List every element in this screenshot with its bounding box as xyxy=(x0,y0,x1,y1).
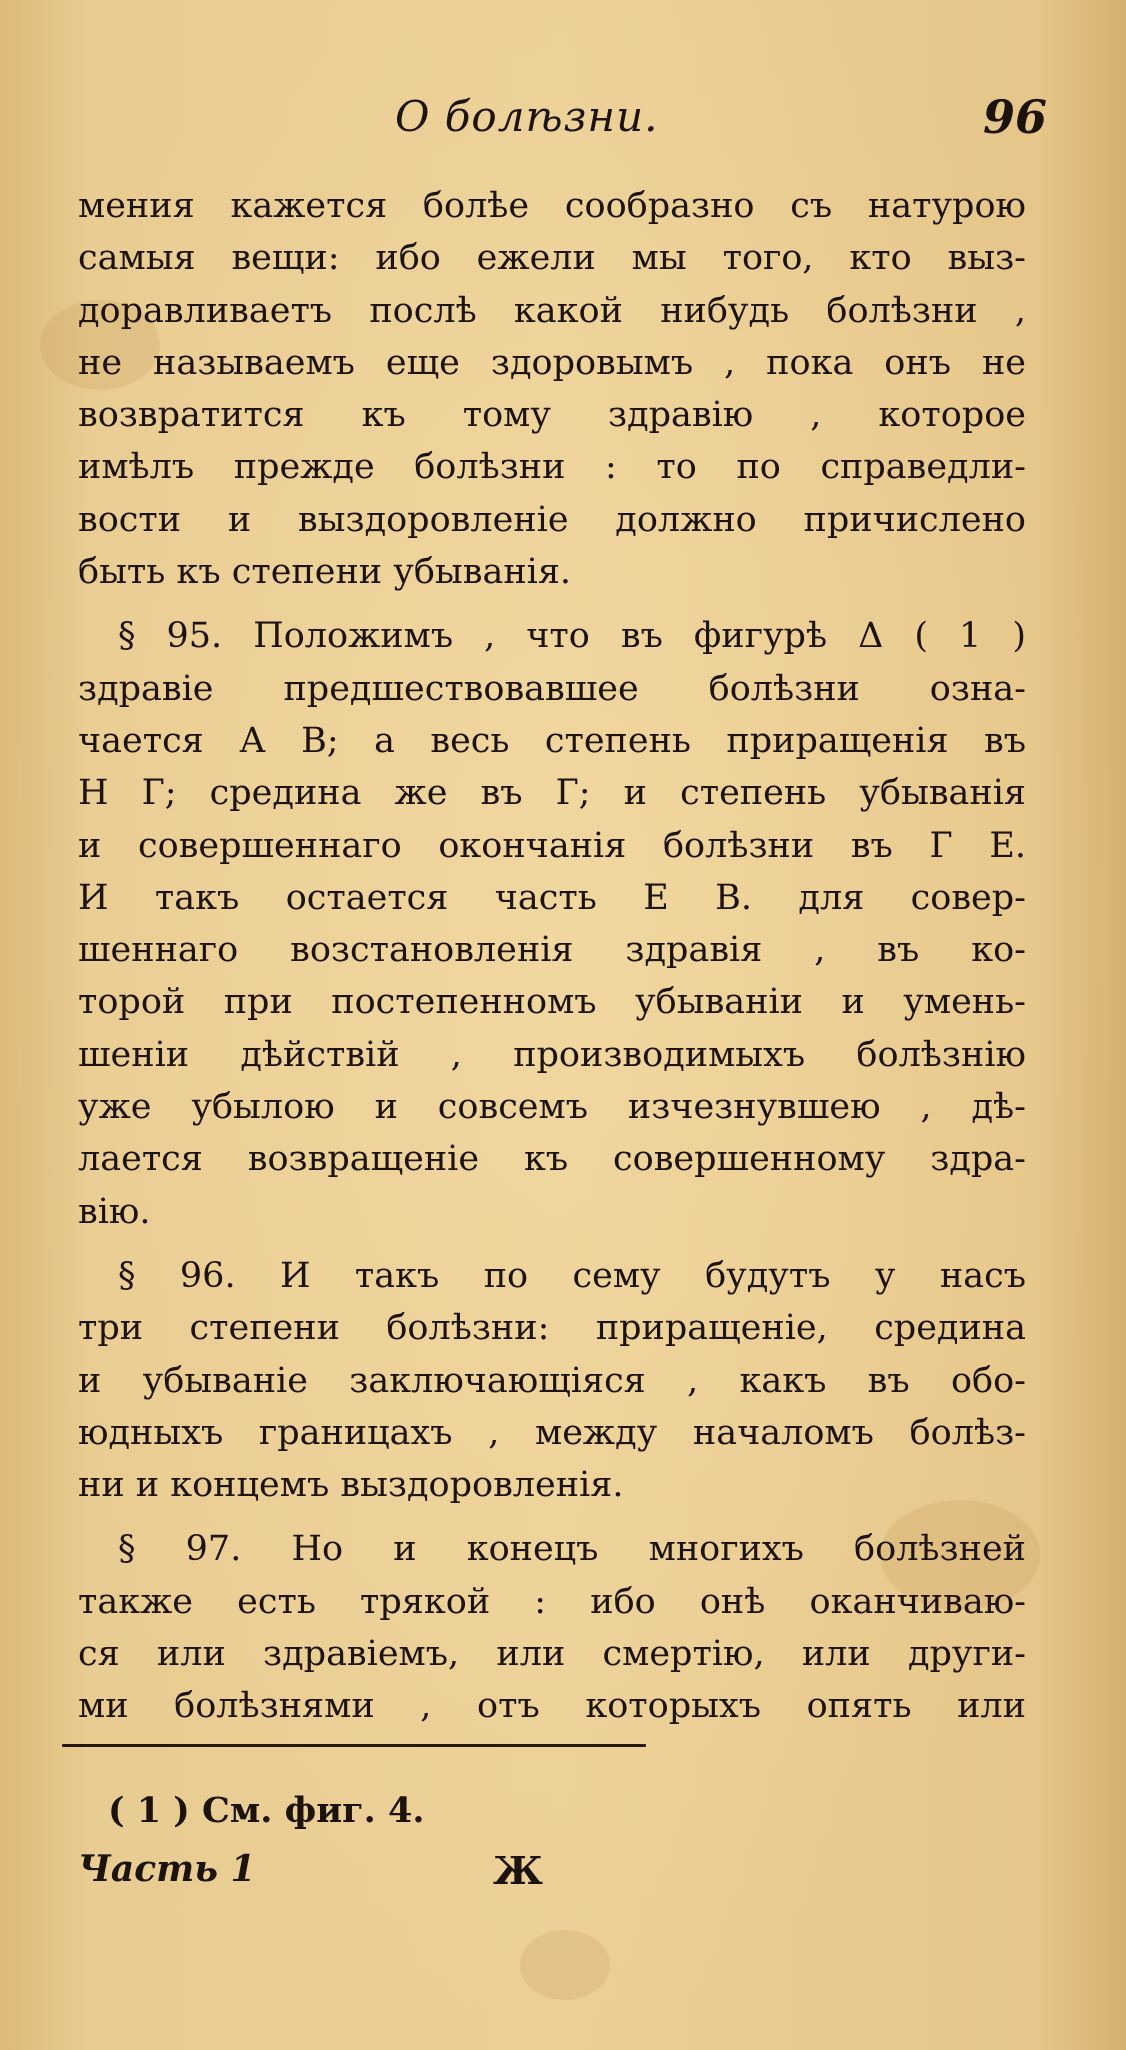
text-line: ми болѣзнями , отъ которыхъ опять или xyxy=(78,1686,1026,1727)
paragraph xyxy=(78,1250,1026,1511)
paragraph xyxy=(78,1523,1026,1732)
text-line: не называемъ еще здоровымъ , пока онъ не xyxy=(78,342,1026,383)
text-line: три степени болѣзни: приращеніе, средина xyxy=(78,1308,1026,1349)
running-head xyxy=(0,92,1126,152)
text-line: возвратится къ тому здравію , которое xyxy=(78,395,1026,436)
paragraph-gap xyxy=(78,598,1026,610)
text-line: юдныхъ границахъ , между началомъ болѣз- xyxy=(78,1412,1026,1453)
text-line: также есть трякой : ибо онѣ оканчиваю- xyxy=(78,1581,1026,1622)
paragraph xyxy=(78,610,1026,1238)
text-line: и совершеннаго окончанія болѣзни въ Г Е. xyxy=(78,825,1026,866)
signature-part: Часть 1 xyxy=(78,1848,256,1890)
text-line: доравливаетъ послѣ какой нибудь болѣзни , xyxy=(78,290,1026,331)
signature-line xyxy=(78,1848,578,1898)
body-text xyxy=(78,180,1026,1733)
text-line: здравіе предшествовавшее болѣзни озна- xyxy=(78,668,1026,709)
paragraph-gap xyxy=(78,1511,1026,1523)
paragraph xyxy=(78,180,1026,598)
footnote: ( 1 ) См. фиг. 4. xyxy=(108,1790,425,1831)
paragraph-gap xyxy=(78,1238,1026,1250)
text-line: ни и концемъ выздоровленія. xyxy=(78,1465,624,1506)
text-line: лается возвращеніе къ совершенному здра- xyxy=(78,1139,1026,1180)
text-line: вости и выздоровленіе должно причислено xyxy=(78,499,1026,540)
signature-mark: Ж xyxy=(493,1848,543,1893)
text-line: вію. xyxy=(78,1191,151,1232)
text-line: § 95. Положимъ , что въ фигурѣ Δ ( 1 ) xyxy=(118,616,1026,657)
text-line: шеніи дѣйствій , производимыхъ болѣзнію xyxy=(78,1034,1026,1075)
text-line: уже убылою и совсемъ изчезнувшею , дѣ- xyxy=(78,1087,1026,1128)
text-line: И такъ остается часть Е В. для совер- xyxy=(78,877,1026,918)
page-number: 96 xyxy=(983,90,1048,144)
running-title: О болѣзни. xyxy=(395,92,659,141)
text-line: § 97. Но и конецъ многихъ болѣзней xyxy=(118,1529,1026,1570)
text-line: торой при постепенномъ убываніи и умень- xyxy=(78,982,1026,1023)
text-line: самыя вещи: ибо ежели мы того, кто выз- xyxy=(78,238,1026,279)
text-line: быть къ степени убыванія. xyxy=(78,552,572,593)
footnote-rule xyxy=(62,1744,646,1747)
text-line: имѣлъ прежде болѣзни : то по справедли- xyxy=(78,447,1026,488)
text-line: шеннаго возстановленія здравія , въ ко- xyxy=(78,930,1026,971)
text-line: § 96. И такъ по сему будутъ у насъ xyxy=(118,1255,1026,1296)
paper-stain xyxy=(520,1930,610,2000)
text-line: чается А В; а весь степень приращенія въ xyxy=(78,720,1026,761)
text-line: и убываніе заключающіяся , какъ въ обо- xyxy=(78,1360,1026,1401)
text-line: мения кажется болѣе сообразно съ натурою xyxy=(78,186,1026,226)
text-line: ся или здравіемъ, или смертію, или други- xyxy=(78,1634,1026,1675)
text-line: Н Г; средина же въ Г; и степень убыванія xyxy=(78,773,1026,814)
